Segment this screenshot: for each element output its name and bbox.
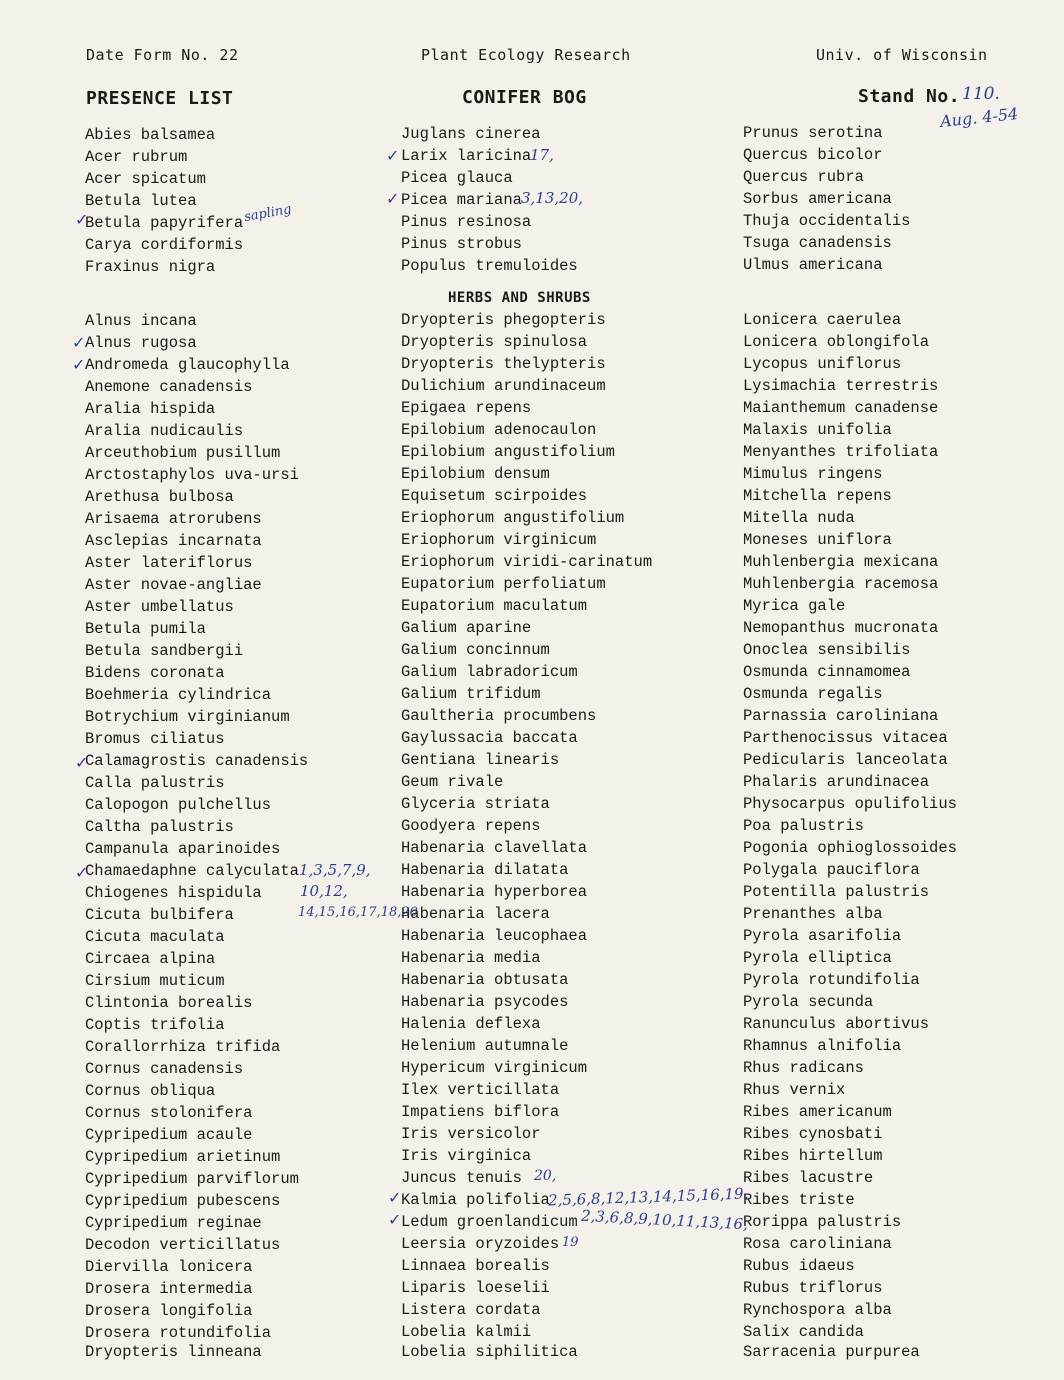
species-item: Andromeda glaucophylla — [85, 356, 290, 374]
species-item: Geum rivale — [401, 773, 504, 791]
species-item: Galium trifidum — [401, 685, 541, 703]
species-item: Lysimachia terrestris — [743, 377, 939, 395]
species-item: Bromus ciliatus — [85, 730, 225, 748]
species-item: Alnus incana — [85, 312, 197, 330]
species-item: Calla palustris — [85, 774, 225, 792]
species-item: Rubus idaeus — [743, 1257, 855, 1275]
check-mark: ✓ — [386, 146, 400, 165]
species-item: Betula lutea — [85, 192, 197, 210]
species-item: Rhus radicans — [743, 1059, 864, 1077]
species-item: Ledum groenlandicum — [401, 1213, 578, 1231]
check-mark: ✓ — [75, 753, 89, 772]
species-item: Kalmia polifolia — [401, 1191, 550, 1209]
species-item: Galium concinnum — [401, 641, 550, 659]
species-item: Thuja occidentalis — [743, 212, 911, 230]
species-item: Pinus resinosa — [401, 213, 532, 231]
species-item: Epilobium densum — [401, 465, 550, 483]
species-item: Quercus rubra — [743, 168, 864, 186]
species-item: Habenaria psycodes — [401, 993, 569, 1011]
species-item: Habenaria media — [401, 949, 541, 967]
species-item: Arethusa bulbosa — [85, 488, 234, 506]
species-item: Anemone canadensis — [85, 378, 253, 396]
species-item: Ilex verticillata — [401, 1081, 560, 1099]
species-item: Phalaris arundinacea — [743, 773, 930, 791]
species-item: Ulmus americana — [743, 256, 883, 274]
species-item: Tsuga canadensis — [743, 234, 892, 252]
ledum-plots: 2,3,6,8,9,10,11,13,16, — [580, 1206, 749, 1234]
species-item: Parthenocissus vitacea — [743, 729, 948, 747]
species-item: Lycopus uniflorus — [743, 355, 902, 373]
species-item: Betula pumila — [85, 620, 206, 638]
species-item: Helenium autumnale — [401, 1037, 569, 1055]
species-item: Eriophorum virginicum — [401, 531, 597, 549]
stand-number-handwritten: 110. — [962, 84, 1000, 104]
species-item: Abies balsamea — [85, 126, 216, 144]
species-item: Hypericum virginicum — [401, 1059, 588, 1077]
species-item: Aster umbellatus — [85, 598, 234, 616]
species-item: Cirsium muticum — [85, 972, 225, 990]
species-item: Myrica gale — [743, 597, 846, 615]
species-item: Mitella nuda — [743, 509, 855, 527]
species-item: Dryopteris linneana — [85, 1343, 262, 1361]
stand-label: Stand No. — [858, 86, 961, 107]
species-item: Dryopteris spinulosa — [401, 333, 588, 351]
species-item: Rhamnus alnifolia — [743, 1037, 902, 1055]
species-item: Clintonia borealis — [85, 994, 253, 1012]
species-item: Calopogon pulchellus — [85, 796, 272, 814]
university-name: Univ. of Wisconsin — [816, 46, 988, 64]
juncus-plots: 20, — [534, 1168, 557, 1184]
species-item: Habenaria clavellata — [401, 839, 588, 857]
species-item: Glyceria striata — [401, 795, 550, 813]
herbs-column-3 — [743, 309, 957, 1361]
species-item: Cicuta maculata — [85, 928, 225, 946]
species-item: Juglans cinerea — [401, 125, 541, 143]
species-item: Rorippa palustris — [743, 1213, 902, 1231]
species-item: Corallorrhiza trifida — [85, 1038, 281, 1056]
species-item: Fraxinus nigra — [85, 258, 216, 276]
species-item: Picea glauca — [401, 169, 513, 187]
species-item: Larix laricina — [401, 147, 532, 165]
species-item: Habenaria obtusata — [401, 971, 569, 989]
species-item: Cornus stolonifera — [85, 1104, 253, 1122]
species-item: Menyanthes trifoliata — [743, 443, 939, 461]
species-item: Liparis loeselii — [401, 1279, 550, 1297]
species-item: Calamagrostis canadensis — [85, 752, 309, 770]
species-item: Leersia oryzoides — [401, 1235, 560, 1253]
species-item: Listera cordata — [401, 1301, 541, 1319]
check-mark: ✓ — [388, 1188, 402, 1207]
species-item: Aster novae-angliae — [85, 576, 262, 594]
species-item: Chiogenes hispidula — [85, 884, 262, 902]
species-item: Cicuta bulbifera — [85, 906, 234, 924]
species-item: Muhlenbergia racemosa — [743, 575, 939, 593]
species-item: Halenia deflexa — [401, 1015, 541, 1033]
species-item: Lobelia siphilitica — [401, 1343, 578, 1361]
species-item: Cypripedium acaule — [85, 1126, 253, 1144]
species-item: Diervilla lonicera — [85, 1258, 253, 1276]
species-item: Equisetum scirpoides — [401, 487, 588, 505]
species-item: Drosera intermedia — [85, 1280, 253, 1298]
species-item: Moneses uniflora — [743, 531, 892, 549]
species-item: Habenaria lacera — [401, 905, 550, 923]
species-item: Osmunda cinnamomea — [743, 663, 911, 681]
species-item: Prunus serotina — [743, 124, 883, 142]
species-item: Boehmeria cylindrica — [85, 686, 272, 704]
species-item: Dulichium arundinaceum — [401, 377, 606, 395]
species-item: Gaylussacia baccata — [401, 729, 578, 747]
species-item: Ribes americanum — [743, 1103, 892, 1121]
species-item: Gaultheria procumbens — [401, 707, 597, 725]
species-item: Potentilla palustris — [743, 883, 930, 901]
species-item: Arisaema atrorubens — [85, 510, 262, 528]
species-item: Physocarpus opulifolius — [743, 795, 957, 813]
chamaedaphne-plots-3: 14,15,16,17,18,20 — [298, 905, 418, 920]
species-item: Dryopteris phegopteris — [401, 311, 606, 329]
species-item: Cornus canadensis — [85, 1060, 244, 1078]
species-item: Acer rubrum — [85, 148, 188, 166]
species-item: Osmunda regalis — [743, 685, 883, 703]
species-item: Lobelia kalmii — [401, 1323, 532, 1341]
species-item: Sarracenia purpurea — [743, 1343, 920, 1361]
species-item: Muhlenbergia mexicana — [743, 553, 939, 571]
species-item: Chamaedaphne calyculata — [85, 862, 299, 880]
species-item: Iris versicolor — [401, 1125, 541, 1143]
species-item: Ribes triste — [743, 1191, 855, 1209]
species-item: Decodon verticillatus — [85, 1236, 281, 1254]
species-item: Asclepias incarnata — [85, 532, 262, 550]
species-item: Cypripedium arietinum — [85, 1148, 281, 1166]
species-item: Mimulus ringens — [743, 465, 883, 483]
species-item: Ribes lacustre — [743, 1169, 874, 1187]
form-number: Date Form No. 22 — [86, 46, 239, 64]
species-item: Juncus tenuis — [401, 1169, 522, 1187]
species-item: Polygala pauciflora — [743, 861, 920, 879]
check-mark: ✓ — [75, 210, 89, 229]
species-item: Pyrola elliptica — [743, 949, 892, 967]
species-item: Rynchospora alba — [743, 1301, 892, 1319]
species-item: Ribes cynosbati — [743, 1125, 883, 1143]
species-item: Dryopteris thelypteris — [401, 355, 606, 373]
species-item: Drosera rotundifolia — [85, 1324, 272, 1342]
species-item: Gentiana linearis — [401, 751, 560, 769]
species-item: Ribes hirtellum — [743, 1147, 883, 1165]
species-item: Botrychium virginianum — [85, 708, 290, 726]
species-item: Eriophorum angustifolium — [401, 509, 625, 527]
species-item: Rhus vernix — [743, 1081, 846, 1099]
leersia-plots: 19 — [562, 1235, 579, 1250]
check-mark: ✓ — [75, 863, 89, 882]
species-item: Mitchella repens — [743, 487, 892, 505]
chamaedaphne-plots-2: 10,12, — [300, 882, 348, 900]
species-item: Arceuthobium pusillum — [85, 444, 281, 462]
species-item: Pyrola rotundifolia — [743, 971, 920, 989]
species-item: Bidens coronata — [85, 664, 225, 682]
species-item: Pedicularis lanceolata — [743, 751, 948, 769]
sapling-note: sapling — [243, 201, 293, 226]
species-item: Betula papyrifera — [85, 214, 244, 232]
species-item: Habenaria hyperborea — [401, 883, 588, 901]
species-item: Acer spicatum — [85, 170, 206, 188]
community-title: CONIFER BOG — [462, 87, 587, 108]
herbs-column-1 — [85, 310, 308, 1360]
species-item: Pogonia ophioglossoides — [743, 839, 957, 857]
check-mark: ✓ — [388, 1210, 402, 1229]
species-item: Aralia hispida — [85, 400, 216, 418]
species-item: Impatiens biflora — [401, 1103, 560, 1121]
species-item: Lonicera oblongifola — [743, 333, 930, 351]
species-item: Cypripedium pubescens — [85, 1192, 281, 1210]
species-item: Coptis trifolia — [85, 1016, 225, 1034]
species-item: Rubus triflorus — [743, 1279, 883, 1297]
picea-plots: 3,13,20, — [521, 189, 584, 207]
species-item: Arctostaphylos uva-ursi — [85, 466, 299, 484]
species-item: Pyrola secunda — [743, 993, 874, 1011]
species-item: Cypripedium parviflorum — [85, 1170, 299, 1188]
herbs-heading: HERBS AND SHRUBS — [448, 290, 591, 306]
species-item: Eriophorum viridi-carinatum — [401, 553, 653, 571]
species-item: Habenaria dilatata — [401, 861, 569, 879]
species-item: Cornus obliqua — [85, 1082, 216, 1100]
species-item: Goodyera repens — [401, 817, 541, 835]
species-item: Lonicera caerulea — [743, 311, 902, 329]
list-title: PRESENCE LIST — [86, 88, 234, 109]
species-item: Caltha palustris — [85, 818, 234, 836]
species-item: Aster lateriflorus — [85, 554, 253, 572]
check-mark: ✓ — [72, 355, 86, 374]
species-item: Betula sandbergii — [85, 642, 244, 660]
organization-name: Plant Ecology Research — [421, 46, 631, 64]
species-item: Eupatorium maculatum — [401, 597, 588, 615]
species-item: Ranunculus abortivus — [743, 1015, 930, 1033]
trees-column-1 — [85, 124, 243, 278]
species-item: Galium aparine — [401, 619, 532, 637]
check-mark: ✓ — [386, 189, 400, 208]
species-item: Populus tremuloides — [401, 257, 578, 275]
species-item: Iris virginica — [401, 1147, 532, 1165]
species-item: Pinus strobus — [401, 235, 522, 253]
species-item: Maianthemum canadense — [743, 399, 939, 417]
species-item: Quercus bicolor — [743, 146, 883, 164]
date-handwritten: Aug. 4-54 — [939, 103, 1019, 132]
species-item: Pyrola asarifolia — [743, 927, 902, 945]
species-item: Picea mariana — [401, 191, 522, 209]
species-item: Campanula aparinoides — [85, 840, 281, 858]
species-item: Circaea alpina — [85, 950, 216, 968]
species-item: Eupatorium perfoliatum — [401, 575, 606, 593]
species-item: Linnaea borealis — [401, 1257, 550, 1275]
trees-column-3 — [743, 122, 910, 276]
species-item: Alnus rugosa — [85, 334, 197, 352]
species-item: Malaxis unifolia — [743, 421, 892, 439]
species-item: Drosera longifolia — [85, 1302, 253, 1320]
species-item: Aralia nudicaulis — [85, 422, 244, 440]
species-item: Salix candida — [743, 1323, 864, 1341]
species-item: Habenaria leucophaea — [401, 927, 588, 945]
species-item: Epilobium angustifolium — [401, 443, 615, 461]
species-item: Galium labradoricum — [401, 663, 578, 681]
species-item: Prenanthes alba — [743, 905, 883, 923]
check-mark: ✓ — [72, 333, 86, 352]
species-item: Epigaea repens — [401, 399, 532, 417]
species-item: Carya cordiformis — [85, 236, 244, 254]
chamaedaphne-plots-1: 1,3,5,7,9, — [299, 861, 371, 879]
kalmia-plots: 2,5,6,8,12,13,14,15,16,19, — [547, 1184, 749, 1210]
species-item: Epilobium adenocaulon — [401, 421, 597, 439]
species-item: Parnassia caroliniana — [743, 707, 939, 725]
species-item: Rosa caroliniana — [743, 1235, 892, 1253]
species-item: Cypripedium reginae — [85, 1214, 262, 1232]
species-item: Sorbus americana — [743, 190, 892, 208]
species-item: Nemopanthus mucronata — [743, 619, 939, 637]
species-item: Onoclea sensibilis — [743, 641, 911, 659]
larix-plots: 17, — [530, 146, 554, 164]
species-item: Poa palustris — [743, 817, 864, 835]
